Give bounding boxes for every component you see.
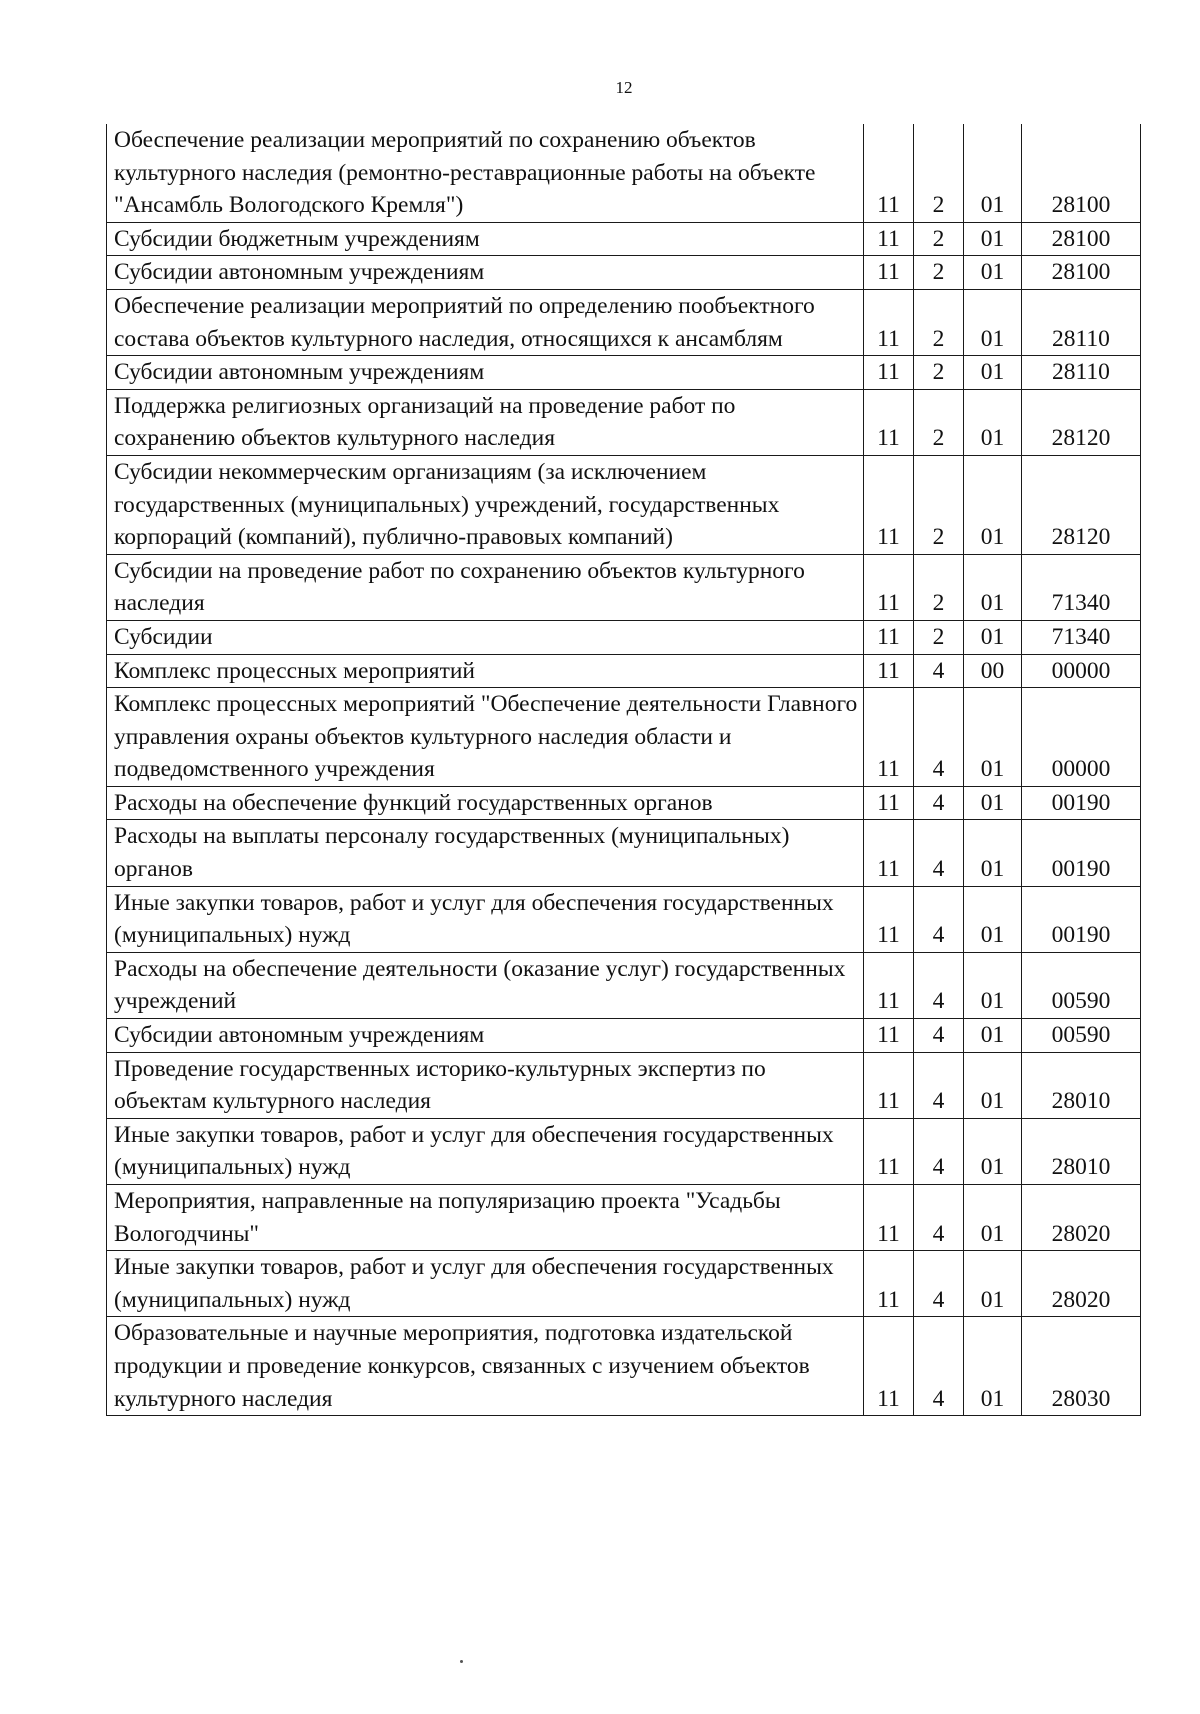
section-code-cell: 11 [864,554,914,620]
page-number: 12 [615,78,633,97]
subsection-code-cell: 4 [914,1052,964,1118]
expense-name-cell: Субсидии [107,620,864,654]
section-code-cell: 11 [864,654,914,688]
section-code-cell: 11 [864,1251,914,1317]
section-code-cell: 11 [864,786,914,820]
scan-artifact-dot [460,1660,463,1663]
expense-name-cell: Субсидии некоммерческим организациям (за исключением государственных (муниципальных) учреждений, государственных корпораций (компаний), публично-правовых компаний) [107,455,864,554]
table-row [107,1019,1141,1053]
subsection-code-cell: 2 [914,455,964,554]
direction-code-cell: 28110 [1022,356,1141,390]
expense-name-cell: Обеспечение реализации мероприятий по сохранению объектов культурного наследия (ремонтно-реставрационные работы на объекте "Ансамбль Вологодского Кремля") [107,124,864,222]
expense-name-cell: Расходы на обеспечение деятельности (оказание услуг) государственных учреждений [107,952,864,1018]
section-code-cell: 11 [864,1118,914,1184]
section-code-cell: 11 [864,289,914,355]
section-code-cell: 11 [864,455,914,554]
table-row [107,620,1141,654]
subsection-code-cell: 2 [914,389,964,455]
expense-name-cell: Расходы на обеспечение функций государственных органов [107,786,864,820]
section-code-cell: 11 [864,222,914,256]
program-code-cell: 01 [964,786,1022,820]
program-code-cell: 01 [964,124,1022,222]
table-row [107,786,1141,820]
expense-name-cell: Обеспечение реализации мероприятий по определению пообъектного состава объектов культурного наследия, относящихся к ансамблям [107,289,864,355]
section-code-cell: 11 [864,886,914,952]
subsection-code-cell: 2 [914,289,964,355]
section-code-cell: 11 [864,688,914,787]
table-row [107,356,1141,390]
subsection-code-cell: 4 [914,952,964,1018]
subsection-code-cell: 2 [914,222,964,256]
expense-name-cell: Субсидии на проведение работ по сохранению объектов культурного наследия [107,554,864,620]
program-code-cell: 01 [964,1052,1022,1118]
table-row [107,256,1141,290]
subsection-code-cell: 2 [914,620,964,654]
table-row [107,124,1141,222]
subsection-code-cell: 4 [914,1118,964,1184]
direction-code-cell: 71340 [1022,620,1141,654]
program-code-cell: 01 [964,356,1022,390]
expense-name-cell: Проведение государственных историко-культурных экспертиз по объектам культурного наследия [107,1052,864,1118]
section-code-cell: 11 [864,952,914,1018]
section-code-cell: 11 [864,256,914,290]
program-code-cell: 01 [964,1019,1022,1053]
direction-code-cell: 28100 [1022,222,1141,256]
section-code-cell: 11 [864,620,914,654]
program-code-cell: 01 [964,1251,1022,1317]
program-code-cell: 01 [964,289,1022,355]
program-code-cell: 01 [964,554,1022,620]
table-row [107,952,1141,1018]
table-row [107,222,1141,256]
direction-code-cell: 00590 [1022,1019,1141,1053]
subsection-code-cell: 4 [914,820,964,886]
subsection-code-cell: 2 [914,554,964,620]
expense-name-cell: Комплекс процессных мероприятий [107,654,864,688]
program-code-cell: 01 [964,1185,1022,1251]
expense-name-cell: Субсидии автономным учреждениям [107,1019,864,1053]
expense-name-cell: Иные закупки товаров, работ и услуг для обеспечения государственных (муниципальных) нужд [107,1251,864,1317]
section-code-cell: 11 [864,1185,914,1251]
program-code-cell: 01 [964,389,1022,455]
subsection-code-cell: 4 [914,654,964,688]
direction-code-cell: 28120 [1022,455,1141,554]
expense-name-cell: Образовательные и научные мероприятия, подготовка издательской продукции и проведение конкурсов, связанных с изучением объектов культурного наследия [107,1317,864,1416]
table-row [107,1118,1141,1184]
program-code-cell: 01 [964,256,1022,290]
direction-code-cell: 28020 [1022,1251,1141,1317]
direction-code-cell: 00190 [1022,820,1141,886]
direction-code-cell: 28110 [1022,289,1141,355]
section-code-cell: 11 [864,1019,914,1053]
table-row [107,1052,1141,1118]
program-code-cell: 00 [964,654,1022,688]
subsection-code-cell: 2 [914,124,964,222]
section-code-cell: 11 [864,389,914,455]
expense-name-cell: Субсидии бюджетным учреждениям [107,222,864,256]
expense-name-cell: Комплекс процессных мероприятий "Обеспечение деятельности Главного управления охраны объектов культурного наследия области и подведомственного учреждения [107,688,864,787]
direction-code-cell: 28010 [1022,1052,1141,1118]
expense-name-cell: Субсидии автономным учреждениям [107,256,864,290]
table-row [107,688,1141,787]
table-row [107,554,1141,620]
expense-name-cell: Иные закупки товаров, работ и услуг для обеспечения государственных (муниципальных) нужд [107,886,864,952]
direction-code-cell: 71340 [1022,554,1141,620]
program-code-cell: 01 [964,820,1022,886]
table-row [107,1251,1141,1317]
table-row [107,654,1141,688]
subsection-code-cell: 2 [914,256,964,290]
program-code-cell: 01 [964,455,1022,554]
program-code-cell: 01 [964,1118,1022,1184]
table-row [107,820,1141,886]
program-code-cell: 01 [964,222,1022,256]
direction-code-cell: 00590 [1022,952,1141,1018]
subsection-code-cell: 2 [914,356,964,390]
direction-code-cell: 28010 [1022,1118,1141,1184]
expense-name-cell: Иные закупки товаров, работ и услуг для обеспечения государственных (муниципальных) нужд [107,1118,864,1184]
expense-name-cell: Расходы на выплаты персоналу государственных (муниципальных) органов [107,820,864,886]
subsection-code-cell: 4 [914,688,964,787]
section-code-cell: 11 [864,1052,914,1118]
table-row [107,389,1141,455]
subsection-code-cell: 4 [914,886,964,952]
direction-code-cell: 00190 [1022,786,1141,820]
subsection-code-cell: 4 [914,1251,964,1317]
expense-name-cell: Мероприятия, направленные на популяризацию проекта "Усадьбы Вологодчины" [107,1185,864,1251]
table-row [107,455,1141,554]
section-code-cell: 11 [864,124,914,222]
program-code-cell: 01 [964,886,1022,952]
direction-code-cell: 00190 [1022,886,1141,952]
subsection-code-cell: 4 [914,1185,964,1251]
subsection-code-cell: 4 [914,786,964,820]
table-row [107,1185,1141,1251]
section-code-cell: 11 [864,356,914,390]
expense-name-cell: Поддержка религиозных организаций на проведение работ по сохранению объектов культурного наследия [107,389,864,455]
table-row [107,886,1141,952]
table-row [107,289,1141,355]
subsection-code-cell: 4 [914,1019,964,1053]
program-code-cell: 01 [964,1317,1022,1416]
direction-code-cell: 28100 [1022,256,1141,290]
table-body [107,124,1141,1416]
direction-code-cell: 28120 [1022,389,1141,455]
expense-name-cell: Субсидии автономным учреждениям [107,356,864,390]
program-code-cell: 01 [964,688,1022,787]
direction-code-cell: 28020 [1022,1185,1141,1251]
section-code-cell: 11 [864,1317,914,1416]
section-code-cell: 11 [864,820,914,886]
direction-code-cell: 28030 [1022,1317,1141,1416]
subsection-code-cell: 4 [914,1317,964,1416]
table-row [107,1317,1141,1416]
program-code-cell: 01 [964,620,1022,654]
direction-code-cell: 00000 [1022,654,1141,688]
budget-classification-table [106,124,1141,1416]
program-code-cell: 01 [964,952,1022,1018]
direction-code-cell: 28100 [1022,124,1141,222]
direction-code-cell: 00000 [1022,688,1141,787]
